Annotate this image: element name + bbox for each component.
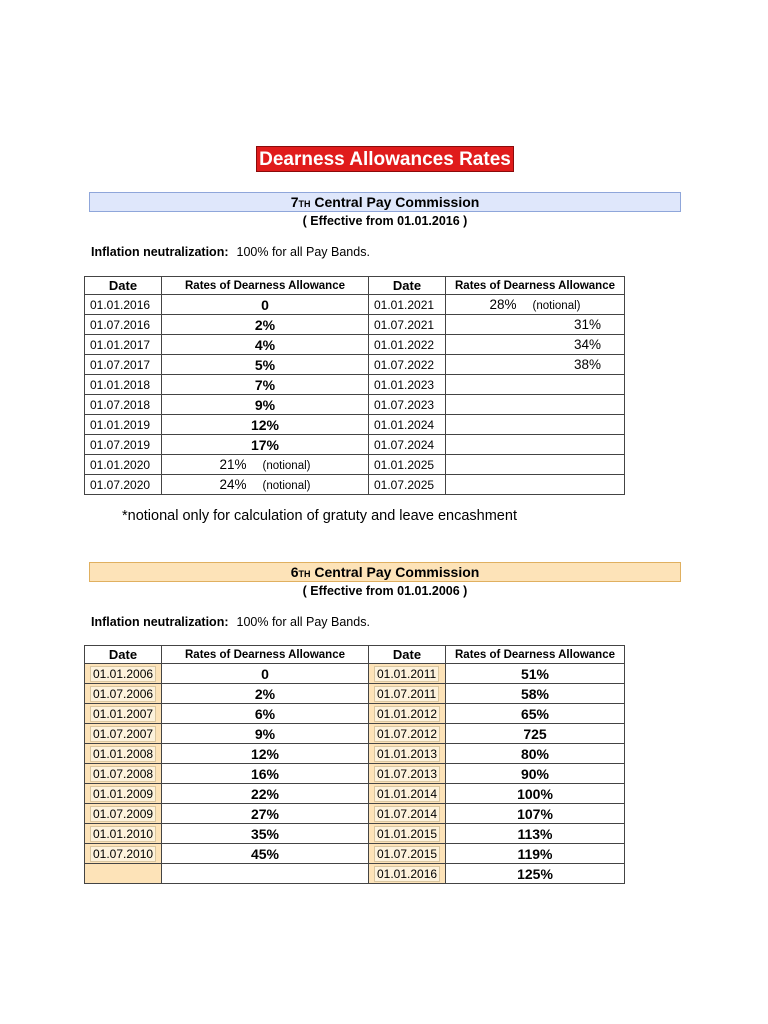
sixth-cpc-title: Central Pay Commission	[314, 564, 480, 580]
table-row	[85, 455, 625, 475]
rate-cell: 119%	[446, 844, 625, 864]
seventh-cpc-heading	[89, 192, 681, 212]
date-cell: 01.07.2023	[369, 395, 446, 415]
rate-cell: 45%	[162, 844, 369, 864]
rate-cell: 16%	[162, 764, 369, 784]
table-row	[85, 664, 625, 684]
rate-cell: 6%	[162, 704, 369, 724]
rate-cell: 34%	[446, 335, 625, 355]
rate-cell: 80%	[446, 744, 625, 764]
sixth-cpc-effective-date: ( Effective from 01.01.2006 )	[302, 584, 468, 598]
sixth-cpc-inflation	[91, 615, 370, 629]
date-cell: 01.01.2025	[369, 455, 446, 475]
rate-cell: 17%	[162, 435, 369, 455]
table-row	[85, 724, 625, 744]
table-row	[85, 395, 625, 415]
notional-footnote: *notional only for calculation of gratuty and leave encashment	[122, 508, 517, 524]
table-row	[85, 295, 625, 315]
rate-cell: 35%	[162, 824, 369, 844]
date-cell: 01.07.2020	[85, 475, 162, 495]
date-cell: 01.01.2016	[85, 295, 162, 315]
date-cell: 01.01.2024	[369, 415, 446, 435]
rate-cell: 51%	[446, 664, 625, 684]
table-row	[85, 704, 625, 724]
rate-cell: 4%	[162, 335, 369, 355]
date-cell: 01.01.2014	[369, 784, 446, 804]
table-header-row	[85, 646, 625, 664]
rate-cell: 58%	[446, 684, 625, 704]
date-cell: 01.01.2016	[369, 864, 446, 884]
table-row	[85, 684, 625, 704]
rate-cell	[446, 475, 625, 495]
table-row	[85, 415, 625, 435]
date-cell: 01.01.2023	[369, 375, 446, 395]
rate-header: Rates of Dearness Allowance	[446, 277, 625, 295]
rate-cell: 0	[162, 295, 369, 315]
rate-cell	[446, 415, 625, 435]
date-cell: 01.01.2007	[85, 704, 162, 724]
table-row	[85, 375, 625, 395]
rate-cell: 12%	[162, 744, 369, 764]
date-header: Date	[369, 646, 446, 664]
date-cell: 01.07.2025	[369, 475, 446, 495]
rate-cell	[446, 375, 625, 395]
date-cell: 01.01.2009	[85, 784, 162, 804]
rate-cell: 22%	[162, 784, 369, 804]
date-cell: 01.07.2011	[369, 684, 446, 704]
date-cell	[85, 864, 162, 884]
table-row	[85, 804, 625, 824]
seventh-cpc-title: Central Pay Commission	[314, 194, 480, 210]
notional-note: (notional)	[262, 460, 311, 472]
date-cell: 01.01.2020	[85, 455, 162, 475]
rate-cell	[446, 435, 625, 455]
date-cell: 01.07.2012	[369, 724, 446, 744]
date-cell: 01.01.2019	[85, 415, 162, 435]
inflation-label: Inflation neutralization:	[91, 615, 229, 629]
rate-cell: 24% (notional)	[162, 475, 369, 495]
date-cell: 01.07.2014	[369, 804, 446, 824]
date-cell: 01.07.2013	[369, 764, 446, 784]
rate-cell	[446, 455, 625, 475]
rate-cell: 38%	[446, 355, 625, 375]
table-row	[85, 864, 625, 884]
date-cell: 01.01.2015	[369, 824, 446, 844]
date-cell: 01.07.2016	[85, 315, 162, 335]
rate-cell: 100%	[446, 784, 625, 804]
date-cell: 01.01.2012	[369, 704, 446, 724]
rate-cell: 725	[446, 724, 625, 744]
date-cell: 01.07.2021	[369, 315, 446, 335]
date-cell: 01.01.2021	[369, 295, 446, 315]
seventh-cpc-da-table	[84, 276, 625, 495]
date-cell: 01.07.2018	[85, 395, 162, 415]
rate-cell: 2%	[162, 315, 369, 335]
date-header: Date	[85, 646, 162, 664]
date-cell: 01.01.2017	[85, 335, 162, 355]
rate-header: Rates of Dearness Allowance	[162, 646, 369, 664]
rate-cell: 125%	[446, 864, 625, 884]
table-row	[85, 844, 625, 864]
table-row	[85, 764, 625, 784]
table-header-row	[85, 277, 625, 295]
rate-cell: 9%	[162, 395, 369, 415]
sixth-cpc-ordinal-suffix: TH	[298, 569, 311, 579]
table-row	[85, 475, 625, 495]
rate-cell: 5%	[162, 355, 369, 375]
date-cell: 01.07.2017	[85, 355, 162, 375]
seventh-cpc-inflation	[91, 245, 370, 259]
date-cell: 01.07.2022	[369, 355, 446, 375]
seventh-cpc-ordinal: 7	[290, 194, 299, 210]
date-cell: 01.07.2024	[369, 435, 446, 455]
rate-cell: 0	[162, 664, 369, 684]
seventh-cpc-ordinal-suffix: TH	[298, 199, 311, 209]
rate-cell	[446, 395, 625, 415]
notional-note: (notional)	[262, 480, 311, 492]
rate-cell: 113%	[446, 824, 625, 844]
table-row	[85, 784, 625, 804]
rate-cell: 21% (notional)	[162, 455, 369, 475]
seventh-cpc-effective-date: ( Effective from 01.01.2016 )	[302, 214, 468, 228]
table-row	[85, 435, 625, 455]
table-row	[85, 824, 625, 844]
rate-cell: 107%	[446, 804, 625, 824]
sixth-cpc-ordinal: 6	[290, 564, 299, 580]
rate-cell	[162, 864, 369, 884]
date-cell: 01.01.2013	[369, 744, 446, 764]
date-cell: 01.07.2009	[85, 804, 162, 824]
date-cell: 01.07.2006	[85, 684, 162, 704]
date-header: Date	[369, 277, 446, 295]
rate-cell: 27%	[162, 804, 369, 824]
date-cell: 01.07.2010	[85, 844, 162, 864]
table-row	[85, 744, 625, 764]
rate-header: Rates of Dearness Allowance	[162, 277, 369, 295]
notional-note: (notional)	[532, 300, 581, 312]
table-row	[85, 355, 625, 375]
page-title: Dearness Allowances Rates	[256, 146, 514, 172]
sixth-cpc-heading	[89, 562, 681, 582]
date-cell: 01.07.2019	[85, 435, 162, 455]
date-cell: 01.01.2006	[85, 664, 162, 684]
rate-cell: 90%	[446, 764, 625, 784]
rate-cell: 7%	[162, 375, 369, 395]
date-cell: 01.07.2008	[85, 764, 162, 784]
date-cell: 01.01.2010	[85, 824, 162, 844]
date-cell: 01.01.2018	[85, 375, 162, 395]
rate-cell: 28% (notional)	[446, 295, 625, 315]
table-row	[85, 315, 625, 335]
rate-cell: 12%	[162, 415, 369, 435]
inflation-label: Inflation neutralization:	[91, 245, 229, 259]
rate-cell: 31%	[446, 315, 625, 335]
rate-cell: 2%	[162, 684, 369, 704]
inflation-value: 100% for all Pay Bands.	[236, 615, 370, 629]
date-cell: 01.01.2011	[369, 664, 446, 684]
rate-cell: 9%	[162, 724, 369, 744]
rate-header: Rates of Dearness Allowance	[446, 646, 625, 664]
date-cell: 01.07.2015	[369, 844, 446, 864]
date-cell: 01.01.2008	[85, 744, 162, 764]
sixth-cpc-da-table	[84, 645, 625, 884]
inflation-value: 100% for all Pay Bands.	[236, 245, 370, 259]
date-header: Date	[85, 277, 162, 295]
date-cell: 01.01.2022	[369, 335, 446, 355]
rate-cell: 65%	[446, 704, 625, 724]
table-row	[85, 335, 625, 355]
date-cell: 01.07.2007	[85, 724, 162, 744]
